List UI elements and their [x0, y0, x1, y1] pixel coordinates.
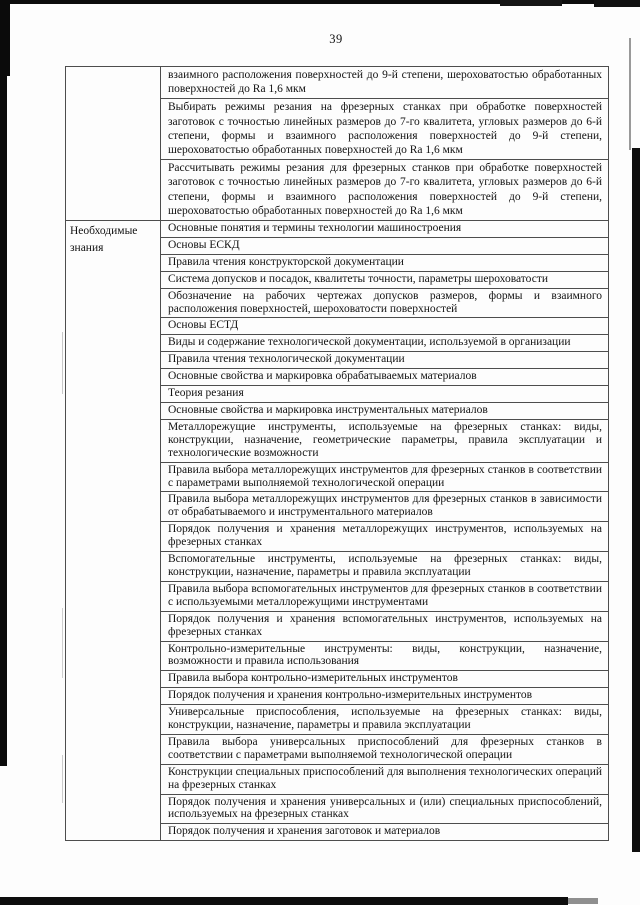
knowledge-item-cell: Универсальные приспособления, используемые на фрезерных станках: виды, конструкции, назначение, параметры и правила эксплуатации — [161, 705, 609, 735]
scan-artifact-bottom-bar — [568, 898, 598, 904]
knowledge-item-cell: Правила выбора металлорежущих инструментов для фрезерных станков в зависимости от обрабатываемого и инструментального материалов — [161, 492, 609, 522]
knowledge-item-cell: Система допусков и посадок, квалитеты точности, параметры шероховатости — [161, 271, 609, 288]
requirements-table — [65, 66, 609, 841]
knowledge-item-cell: Правила чтения конструкторской документации — [161, 254, 609, 271]
knowledge-item-cell: Виды и содержание технологической документации, используемой в организации — [161, 335, 609, 352]
knowledge-item-cell: Контрольно-измерительные инструменты: виды, конструкции, назначение, возможности и правила использования — [161, 641, 609, 671]
scan-artifact-top-blob — [594, 0, 640, 7]
knowledge-item-cell: Порядок получения и хранения универсальных и (или) специальных приспособлений, используемых на фрезерных станках — [161, 794, 609, 824]
knowledge-item-cell: Правила выбора вспомогательных инструментов для фрезерных станков в соответствии с используемыми металлорежущими инструментами — [161, 581, 609, 611]
empty-label-cell — [66, 67, 161, 221]
scan-artifact-bottom-bar — [0, 897, 568, 905]
knowledge-item-cell: Порядок получения и хранения металлорежущих инструментов, используемых на фрезерных станках — [161, 522, 609, 552]
scan-artifact-top-blob — [500, 0, 562, 6]
scan-artifact-right-line — [629, 38, 631, 150]
page-number: 39 — [329, 32, 343, 46]
skill-item-cell: взаимного расположения поверхностей до 9-й степени, шероховатостью обработанных поверхностей до Ra 1,6 мкм — [161, 67, 609, 99]
knowledge-item-cell: Правила чтения технологической документации — [161, 352, 609, 369]
knowledge-item-cell: Правила выбора контрольно-измерительных инструментов — [161, 671, 609, 688]
knowledge-item-cell: Основные понятия и термины технологии машиностроения — [161, 221, 609, 238]
skill-item-cell: Рассчитывать режимы резания для фрезерных станков при обработке поверхностей заготовок с точностью линейных размеров до 7-го квалитета, угловых размеров до 6-й степени, формы и взаимного расположения поверхностей до 9-й степени, шероховатостью обработанных поверхностей до Ra 1,6 мкм — [161, 160, 609, 221]
knowledge-item-cell: Порядок получения и хранения контрольно-измерительных инструментов — [161, 688, 609, 705]
scan-artifact-right-bar — [632, 148, 640, 852]
scan-artifact-left-bar — [0, 0, 7, 766]
knowledge-item-cell: Порядок получения и хранения заготовок и материалов — [161, 824, 609, 841]
knowledge-item-cell: Металлорежущие инструменты, используемые на фрезерных станках: виды, конструкции, назначение, геометрические параметры, правила эксплуатации и технологические возможности — [161, 419, 609, 462]
knowledge-item-cell: Основные свойства и маркировка обрабатываемых материалов — [161, 369, 609, 386]
knowledge-item-cell: Обозначение на рабочих чертежах допусков размеров, формы и взаимного расположения поверхностей, шероховатости поверхностей — [161, 288, 609, 318]
knowledge-item-cell: Правила выбора универсальных приспособлений для фрезерных станков в соответствии с параметрами выполняемой технологической операции — [161, 734, 609, 764]
scan-artifact-ghost-line — [62, 755, 63, 803]
table-row — [66, 67, 609, 99]
scan-artifact-ghost-line — [62, 608, 63, 678]
knowledge-item-cell: Вспомогательные инструменты, используемые на фрезерных станках: виды, конструкции, назначение, параметры и правила эксплуатации — [161, 552, 609, 582]
knowledge-item-cell: Правила выбора металлорежущих инструментов для фрезерных станков в соответствии с параметрами выполняемой технологической операции — [161, 462, 609, 492]
znania-label-cell: Необходимые знания — [66, 221, 161, 841]
knowledge-item-cell: Основные свойства и маркировка инструментальных материалов — [161, 403, 609, 420]
knowledge-item-cell: Порядок получения и хранения вспомогательных инструментов, используемых на фрезерных станках — [161, 611, 609, 641]
knowledge-item-cell: Основы ЕСТД — [161, 318, 609, 335]
knowledge-item-cell: Теория резания — [161, 386, 609, 403]
skill-item-cell: Выбирать режимы резания на фрезерных станках при обработке поверхностей заготовок с точностью линейных размеров до 7-го квалитета, угловых размеров до 6-й степени, формы и взаимного расположения поверхностей до 9-й степени, шероховатостью обработанных поверхностей до Ra 1,6 мкм — [161, 99, 609, 160]
knowledge-item-cell: Конструкции специальных приспособлений для выполнения технологических операций на фрезерных станках — [161, 764, 609, 794]
knowledge-item-cell: Основы ЕСКД — [161, 237, 609, 254]
scan-artifact-ghost-line — [62, 332, 63, 394]
table-row — [66, 221, 609, 238]
